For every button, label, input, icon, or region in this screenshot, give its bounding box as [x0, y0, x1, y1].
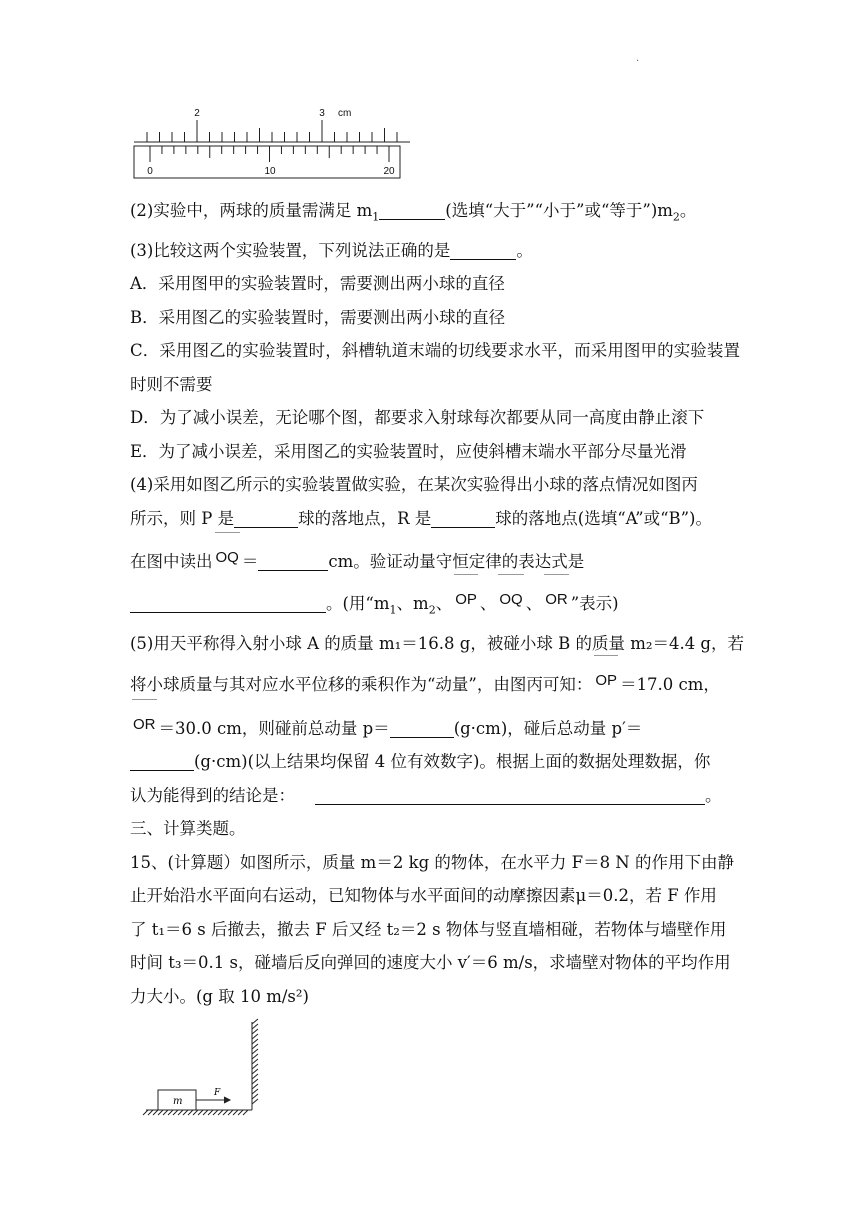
question-body — [130, 194, 744, 1013]
oq-symbol: OQ — [213, 541, 242, 575]
q4-line-1: (4)采用如图乙所示的实验装置做实验，在某次实验得出小球的落点情况如图丙 — [130, 475, 698, 495]
floor-hatch-line — [243, 1110, 248, 1115]
vernier-label-10: 10 — [264, 166, 276, 177]
oq-symbol-2: OQ — [496, 583, 525, 617]
q15-line-1: 15、(计算题）如图所示，质量 m＝2 kg 的物体，在水平力 F＝8 N 的作用下由静 — [130, 852, 734, 872]
floor-hatch-line — [168, 1110, 173, 1115]
wall-hatch-line — [252, 1074, 258, 1079]
floor-hatch-line — [218, 1110, 223, 1115]
q5-line-3: OR ＝30.0 cm，则碰前总动量 p＝ (g·cm)，碰后总动量 p′＝ — [130, 708, 740, 746]
floor-hatch-line — [203, 1110, 208, 1115]
floor-hatch-line — [143, 1110, 148, 1115]
section-3-heading: 三、计算类题。 — [130, 819, 246, 839]
wall-hatch-line — [252, 1064, 258, 1069]
q3-line: (3)比较这两个实验装置，下列说法正确的是 。 — [130, 240, 533, 260]
q2-line: (2)实验中，两球的质量需满足 $m_1$ (选填“大于”“小于”或“等于$”)m_2$。 — [130, 201, 697, 224]
floor-hatch-line — [233, 1110, 238, 1115]
wall-hatch-line — [252, 1034, 258, 1039]
floor-hatch-line — [188, 1110, 193, 1115]
q4-line-4: 。(用“$m_1$、$m_2$、 OP 、 OQ 、 OR ”表示) — [130, 583, 740, 627]
q5-line-1: (5)用天平称得入射小球 A 的质量 m₁＝16.8 g，被碰小球 B 的质量 m₂＝4.4 g，若 — [130, 633, 744, 653]
wall-hatch-line — [252, 1079, 258, 1084]
floor-hatch-line — [148, 1110, 153, 1115]
floor-hatch-line — [198, 1110, 203, 1115]
q15-line-4: 时间 t₃＝0.1 s，碰墙后反向弹回的速度大小 v′＝6 m/s，求墙壁对物体的平均作用 — [130, 953, 731, 973]
block-mass-label: m — [173, 1096, 183, 1107]
unit-label: cm — [338, 108, 352, 119]
vernier-label-20: 20 — [383, 166, 395, 177]
block-wall-figure — [140, 1018, 270, 1118]
floor-hatch-line — [178, 1110, 183, 1115]
option-b: B．采用图乙的实验装置时，需要测出两小球的直径 — [130, 307, 506, 327]
floor-hatch-line — [238, 1110, 243, 1115]
force-label: F — [214, 1088, 221, 1098]
floor-hatch-line — [163, 1110, 168, 1115]
q5-line-5: 认为能得到的结论是： 。 — [130, 785, 722, 805]
wall-hatch-line — [252, 1024, 258, 1029]
floor-hatch-line — [183, 1110, 188, 1115]
wall-hatch-line — [252, 1059, 258, 1064]
wall-hatch-line — [252, 1039, 258, 1044]
q4-line-3: 在图中读出 OQ ＝ cm。验证动量守恒定律的表达式是 — [130, 541, 740, 579]
wall-hatch-line — [252, 1094, 258, 1099]
q15-line-3: 了 t₁＝6 s 后撤去，撤去 F 后又经 t₂＝2 s 物体与竖直墙相碰，若物体与墙壁作用 — [130, 919, 727, 939]
q5-line-2: 将小球质量与其对应水平位移的乘积作为“动量”，由图丙可知： OP ＝17.0 cm， — [130, 664, 740, 702]
floor-hatch-line — [208, 1110, 213, 1115]
wall-hatch-line — [252, 1019, 258, 1024]
q4-line-2: 所示，则 P 是 球的落地点，R 是 球的落地点(选填“A”或“B”)。 — [130, 508, 712, 528]
wall-hatch-line — [252, 1069, 258, 1074]
option-d: D．为了减小误差，无论哪个图，都要求入射球每次都要从同一高度由静止滚下 — [130, 408, 705, 428]
floor-hatch-line — [228, 1110, 233, 1115]
option-c: C．采用图乙的实验装置时，斜槽轨道末端的切线要求水平，而采用图甲的实验装置时则不需要 — [130, 341, 740, 394]
wall-hatch-line — [252, 1049, 258, 1054]
floor-hatch-line — [193, 1110, 198, 1115]
wall-hatch-line — [252, 1099, 258, 1104]
option-e: E．为了减小误差，采用图乙的实验装置时，应使斜槽末端水平部分尽量光滑 — [130, 441, 687, 461]
floor-hatch-line — [223, 1110, 228, 1115]
wall-hatch-line — [252, 1054, 258, 1059]
op-symbol-2: OP — [592, 664, 620, 698]
option-a: A．采用图甲的实验装置时，需要测出两小球的直径 — [130, 274, 505, 294]
floor-hatch-line — [213, 1110, 218, 1115]
or-symbol: OR — [542, 583, 571, 617]
wall-hatch-line — [252, 1029, 258, 1034]
page-mark: · — [636, 56, 640, 67]
wall-hatch-line — [252, 1084, 258, 1089]
vernier-caliper-figure — [126, 96, 416, 186]
main-label-2: 2 — [194, 108, 200, 119]
q15-line-5: 力大小。(g 取 10 m/s²) — [130, 986, 309, 1006]
floor-hatch-line — [158, 1110, 163, 1115]
wall-hatch-line — [252, 1044, 258, 1049]
q15-line-2: 止开始沿水平面向右运动，已知物体与水平面间的动摩擦因素μ＝0.2，若 F 作用 — [130, 886, 717, 906]
main-label-3: 3 — [319, 108, 325, 119]
op-symbol: OP — [452, 583, 480, 617]
wall-hatch-line — [252, 1089, 258, 1094]
floor-hatch-line — [173, 1110, 178, 1115]
or-symbol-2: OR — [130, 708, 159, 742]
q5-line-4: (g·cm)(以上结果均保留 4 位有效数字)。根据上面的数据处理数据，你 — [130, 745, 740, 779]
vernier-label-0: 0 — [147, 166, 153, 177]
floor-hatch-line — [153, 1110, 158, 1115]
